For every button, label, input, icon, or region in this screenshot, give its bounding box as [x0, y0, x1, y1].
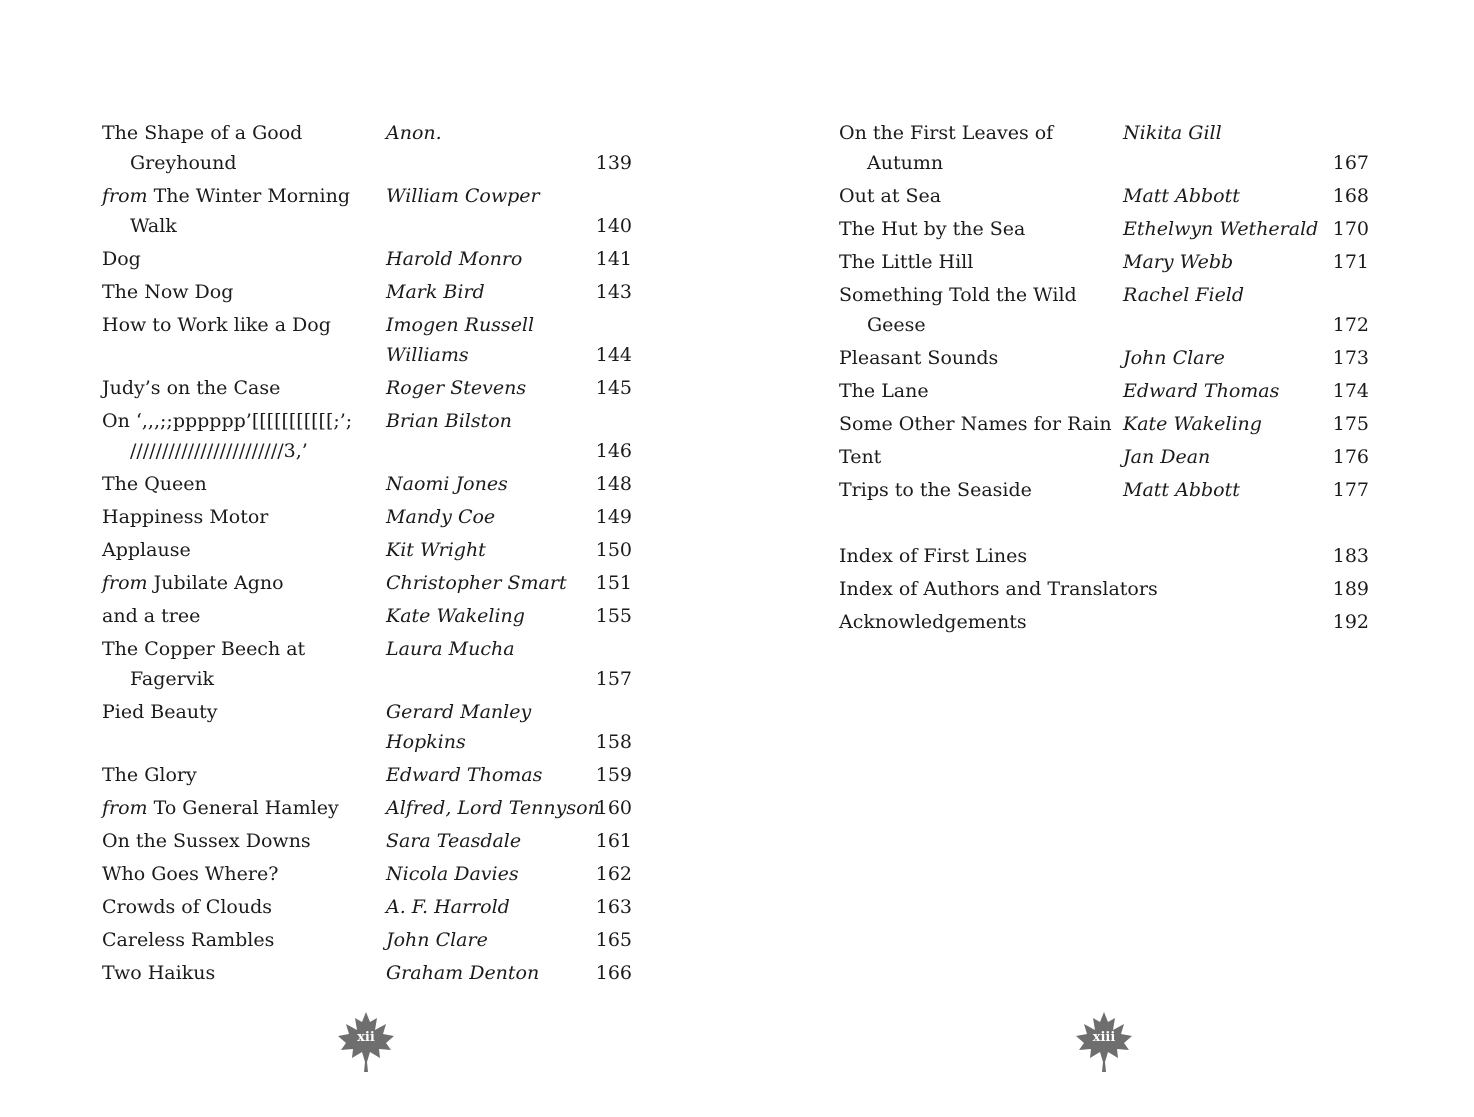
entry-title-cont: Autumn — [867, 152, 944, 174]
toc-row — [102, 501, 632, 534]
entry-title: Index of Authors and Translators — [839, 578, 1158, 600]
entry-page: 143 — [595, 281, 632, 303]
entry-author: Rachel Field — [1123, 284, 1245, 306]
entry-author: William Cowper — [386, 185, 540, 207]
toc-entry — [102, 759, 632, 792]
entry-title-cont: Geese — [867, 314, 926, 336]
toc-entry — [839, 606, 1369, 639]
toc-entry — [839, 441, 1369, 474]
entry-title: Crowds of Clouds — [102, 896, 272, 918]
entry-title-text: To General Hamley — [147, 797, 339, 819]
entry-title: How to Work like a Dog — [102, 314, 331, 336]
entry-author: Kit Wright — [386, 539, 486, 561]
entry-author: Alfred, Lord Tennyson — [386, 797, 600, 819]
toc-entry — [102, 891, 632, 924]
toc-entry — [102, 180, 632, 243]
entry-prefix: from — [102, 572, 148, 594]
toc-row — [102, 726, 632, 759]
toc-entry — [839, 213, 1369, 246]
toc-entry — [102, 405, 632, 468]
toc-row — [102, 792, 632, 825]
toc-entry — [102, 696, 632, 759]
toc-row — [839, 246, 1369, 279]
entry-page: 192 — [1332, 611, 1369, 633]
toc-row — [839, 342, 1369, 375]
entry-page: 173 — [1332, 347, 1369, 369]
entry-title: Acknowledgements — [839, 611, 1027, 633]
entry-title — [102, 180, 350, 213]
toc-row — [102, 243, 632, 276]
entry-title: and a tree — [102, 605, 201, 627]
entry-title: Out at Sea — [839, 185, 942, 207]
toc-entry — [102, 372, 632, 405]
page-number: xii — [357, 1030, 375, 1045]
entry-page: 170 — [1332, 218, 1369, 240]
entry-title: Index of First Lines — [839, 545, 1028, 567]
toc-row — [102, 825, 632, 858]
entry-author: Edward Thomas — [386, 764, 543, 786]
toc-row — [839, 309, 1369, 342]
toc-entry — [839, 117, 1369, 180]
entry-page: 162 — [595, 863, 632, 885]
entry-title: Pied Beauty — [102, 701, 218, 723]
entry-page: 157 — [595, 668, 632, 690]
entry-page: 155 — [595, 605, 632, 627]
toc-entry — [102, 600, 632, 633]
entry-title: On the First Leaves of — [839, 122, 1054, 144]
entry-title: The Shape of a Good — [102, 122, 303, 144]
entry-page: 144 — [595, 344, 632, 366]
entry-author: Jan Dean — [1123, 446, 1211, 468]
toc-entry — [102, 825, 632, 858]
entry-title-cont: ////////////////////////3,’ — [130, 440, 308, 462]
entry-title: Tent — [839, 446, 882, 468]
entry-page: 165 — [595, 929, 632, 951]
entry-author: Graham Denton — [386, 962, 540, 984]
toc-row — [102, 858, 632, 891]
entry-author: Roger Stevens — [386, 377, 527, 399]
entry-author: Edward Thomas — [1123, 380, 1280, 402]
entry-title: The Copper Beech at — [102, 638, 306, 660]
entry-title: On the Sussex Downs — [102, 830, 311, 852]
toc-row — [102, 372, 632, 405]
toc-row — [839, 375, 1369, 408]
toc-row — [839, 180, 1369, 213]
toc-entry — [839, 408, 1369, 441]
toc-entry — [102, 924, 632, 957]
toc-row — [102, 600, 632, 633]
entry-author: Naomi Jones — [386, 473, 508, 495]
entry-author-cont: Williams — [386, 344, 469, 366]
entry-title: On ‘,,,;;pppppp’[[[[[[[[[[[;’; — [102, 410, 353, 432]
toc-row — [102, 405, 632, 435]
entry-author: Sara Teasdale — [386, 830, 522, 852]
toc-row — [102, 468, 632, 501]
toc-row — [102, 891, 632, 924]
toc-entry — [839, 279, 1369, 342]
entry-title — [102, 567, 284, 600]
entry-title: Careless Rambles — [102, 929, 275, 951]
entry-author: Kate Wakeling — [1123, 413, 1262, 435]
entry-page: 159 — [595, 764, 632, 786]
entry-page: 161 — [595, 830, 632, 852]
entry-page: 145 — [595, 377, 632, 399]
entry-page: 183 — [1332, 545, 1369, 567]
entry-page: 150 — [595, 539, 632, 561]
entry-title: The Now Dog — [102, 281, 234, 303]
entry-title: Happiness Motor — [102, 506, 269, 528]
entry-page: 163 — [595, 896, 632, 918]
entry-author: A. F. Harrold — [386, 896, 510, 918]
toc-row — [102, 339, 632, 372]
toc-entry — [102, 858, 632, 891]
entry-page: 160 — [595, 797, 632, 819]
folio-left — [334, 1010, 398, 1074]
entry-title: Applause — [102, 539, 191, 561]
entry-title-text: Jubilate Agno — [147, 572, 284, 594]
entry-page: 175 — [1332, 413, 1369, 435]
entry-author: Christopher Smart — [386, 572, 567, 594]
entry-title: The Lane — [839, 380, 929, 402]
toc-entry — [839, 375, 1369, 408]
entry-page: 149 — [595, 506, 632, 528]
toc-row — [102, 147, 632, 180]
entry-page: 148 — [595, 473, 632, 495]
entry-author: Imogen Russell — [386, 314, 535, 336]
toc-entry — [102, 243, 632, 276]
entry-page: 168 — [1332, 185, 1369, 207]
entry-page: 189 — [1332, 578, 1369, 600]
toc-entry — [102, 501, 632, 534]
contents-list — [102, 117, 632, 990]
entry-title: Who Goes Where? — [102, 863, 279, 885]
toc-row — [102, 957, 632, 990]
toc-row — [102, 567, 632, 600]
toc-entry — [839, 474, 1369, 507]
entry-author: Gerard Manley — [386, 701, 532, 723]
entry-page: 176 — [1332, 446, 1369, 468]
toc-entry — [839, 573, 1369, 606]
entry-author: Mary Webb — [1123, 251, 1234, 273]
entry-author-cont: Hopkins — [386, 731, 466, 753]
entry-title: The Hut by the Sea — [839, 218, 1026, 240]
entry-title: Something Told the Wild — [839, 284, 1077, 306]
entry-title-cont: Fagervik — [130, 668, 215, 690]
entry-author: Mark Bird — [386, 281, 485, 303]
toc-row — [839, 540, 1369, 573]
entry-author: Matt Abbott — [1123, 185, 1240, 207]
toc-entry — [102, 633, 632, 696]
entry-title-cont: Greyhound — [130, 152, 237, 174]
section-gap — [839, 507, 1369, 540]
toc-entry — [102, 534, 632, 567]
toc-row — [839, 441, 1369, 474]
entry-title: The Glory — [102, 764, 197, 786]
entry-page: 177 — [1332, 479, 1369, 501]
entry-page: 171 — [1332, 251, 1369, 273]
entry-title — [102, 792, 339, 825]
entry-author: Nicola Davies — [386, 863, 519, 885]
toc-entry — [102, 276, 632, 309]
page-number: xiii — [1092, 1030, 1116, 1045]
entry-author: Laura Mucha — [386, 638, 515, 660]
entry-author: Ethelwyn Wetherald — [1123, 218, 1319, 240]
entry-author: Anon. — [386, 122, 442, 144]
toc-row — [839, 117, 1369, 147]
entry-page: 172 — [1332, 314, 1369, 336]
entry-author: John Clare — [1123, 347, 1225, 369]
entry-author: John Clare — [386, 929, 488, 951]
toc-row — [102, 309, 632, 339]
toc-row — [839, 408, 1369, 441]
toc-row — [839, 573, 1369, 606]
entry-author: Harold Monro — [386, 248, 523, 270]
entry-prefix: from — [102, 797, 148, 819]
toc-row — [839, 213, 1369, 246]
toc-row — [102, 633, 632, 663]
entry-page: 141 — [595, 248, 632, 270]
entry-title: Two Haikus — [102, 962, 216, 984]
toc-row — [102, 117, 632, 147]
contents-list — [839, 117, 1369, 639]
entry-author: Nikita Gill — [1123, 122, 1222, 144]
toc-entry — [102, 117, 632, 180]
toc-row — [102, 210, 632, 243]
toc-row — [102, 534, 632, 567]
entry-author: Mandy Coe — [386, 506, 496, 528]
toc-entry — [102, 567, 632, 600]
toc-row — [102, 759, 632, 792]
toc-row — [839, 474, 1369, 507]
toc-entry — [102, 309, 632, 372]
folio-right — [1072, 1010, 1136, 1074]
entry-page: 158 — [595, 731, 632, 753]
entry-page: 151 — [595, 572, 632, 594]
entry-author: Kate Wakeling — [386, 605, 525, 627]
entry-author: Brian Bilston — [386, 410, 512, 432]
entry-author: Matt Abbott — [1123, 479, 1240, 501]
entry-page: 167 — [1332, 152, 1369, 174]
toc-row — [102, 180, 632, 210]
entry-title-cont: Walk — [130, 215, 177, 237]
toc-row — [102, 924, 632, 957]
entry-title: Trips to the Seaside — [839, 479, 1032, 501]
entry-page: 166 — [595, 962, 632, 984]
toc-row — [839, 147, 1369, 180]
entry-page: 139 — [595, 152, 632, 174]
entry-title: The Queen — [102, 473, 207, 495]
entry-title: Pleasant Sounds — [839, 347, 999, 369]
toc-row — [839, 606, 1369, 639]
toc-entry — [839, 540, 1369, 573]
toc-row — [102, 435, 632, 468]
entry-page: 174 — [1332, 380, 1369, 402]
entry-title: The Little Hill — [839, 251, 974, 273]
entry-page: 146 — [595, 440, 632, 462]
entry-title-text: The Winter Morning — [147, 185, 351, 207]
entry-title: Judy’s on the Case — [102, 377, 281, 399]
toc-entry — [102, 468, 632, 501]
toc-row — [839, 279, 1369, 309]
toc-entry — [839, 342, 1369, 375]
toc-row — [102, 696, 632, 726]
toc-entry — [839, 246, 1369, 279]
right-page — [737, 0, 1474, 1117]
entry-title: Some Other Names for Rain — [839, 413, 1112, 435]
toc-entry — [102, 957, 632, 990]
entry-title: Dog — [102, 248, 141, 270]
toc-entry — [102, 792, 632, 825]
entry-prefix: from — [102, 185, 148, 207]
toc-entry — [839, 180, 1369, 213]
toc-row — [102, 663, 632, 696]
entry-page: 140 — [595, 215, 632, 237]
toc-row — [102, 276, 632, 309]
